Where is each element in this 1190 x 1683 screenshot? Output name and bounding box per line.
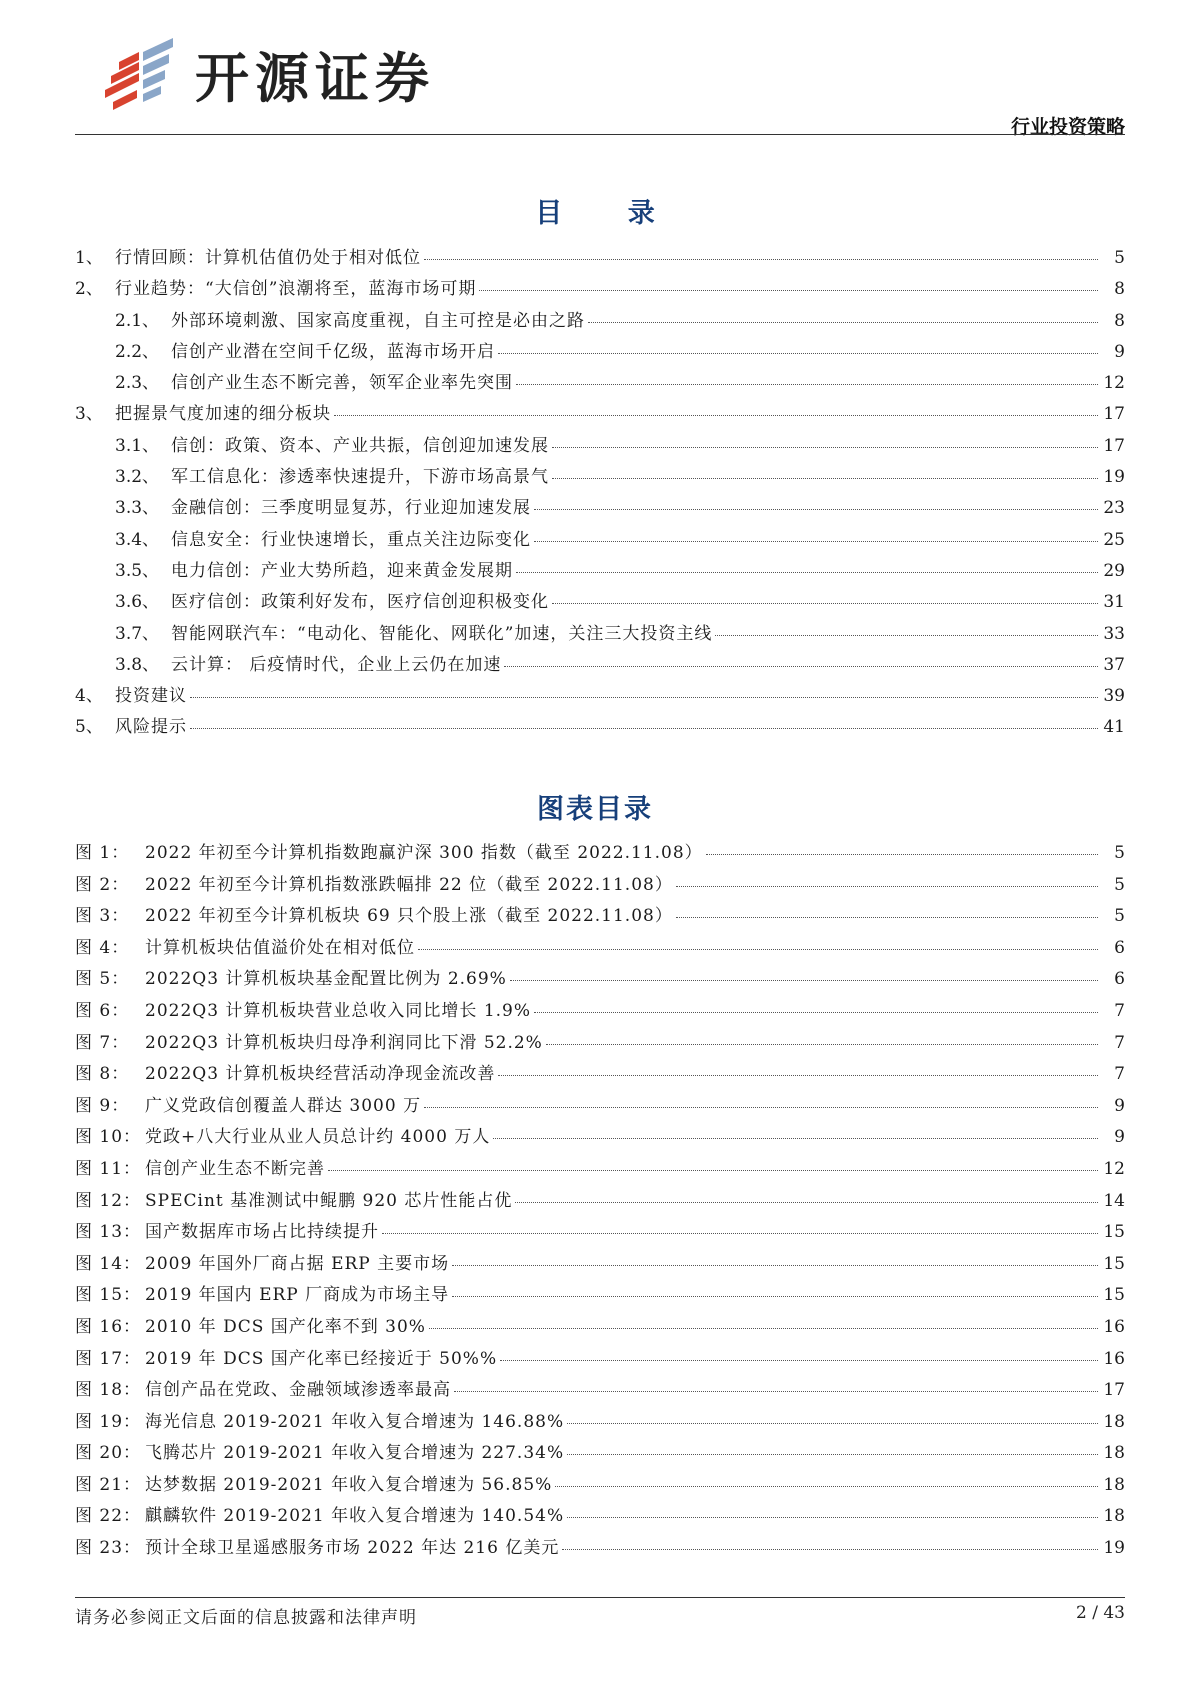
entry-page: 25 xyxy=(1103,529,1125,550)
dot-leader xyxy=(516,384,1098,385)
dot-leader xyxy=(454,1391,1098,1392)
dot-leader xyxy=(510,980,1098,981)
entry-text: 2022Q3 计算机板块基金配置比例为 2.69% xyxy=(145,969,507,990)
entry-number: 2.1、 xyxy=(115,310,160,331)
entry-number: 图 8： xyxy=(75,1064,130,1085)
entry-text: 2009 年国外厂商占据 ERP 主要市场 xyxy=(145,1253,450,1274)
page-header xyxy=(75,28,1125,138)
entry-text: 信创产业生态不断完善 xyxy=(145,1158,325,1179)
dot-leader xyxy=(424,259,1098,260)
entry-page: 17 xyxy=(1103,435,1125,456)
entry-number: 图 16： xyxy=(75,1316,142,1337)
entry-text: 医疗信创：政策利好发布，医疗信创迎积极变化 xyxy=(171,592,549,613)
figure-entry[interactable] xyxy=(75,1059,1125,1091)
toc-entry[interactable] xyxy=(75,243,1125,274)
figure-entry[interactable] xyxy=(75,1154,1125,1186)
entry-number: 3.8、 xyxy=(115,654,160,675)
entry-number: 图 13： xyxy=(75,1222,142,1243)
entry-page: 31 xyxy=(1103,592,1125,613)
entry-page: 9 xyxy=(1114,1095,1125,1116)
entry-number: 2.2、 xyxy=(115,341,160,362)
entry-number: 图 5： xyxy=(75,969,130,990)
header-divider xyxy=(75,134,1125,135)
disclosure-note: 请务必参阅正文后面的信息披露和法律声明 xyxy=(75,1608,417,1628)
entry-page: 17 xyxy=(1103,1380,1125,1401)
footer-divider xyxy=(75,1597,1125,1598)
entry-number: 3.1、 xyxy=(115,435,160,456)
entry-page: 6 xyxy=(1114,969,1125,990)
entry-page: 7 xyxy=(1114,1064,1125,1085)
entry-page: 17 xyxy=(1103,404,1125,425)
entry-page: 5 xyxy=(1114,906,1125,927)
entry-number: 图 1： xyxy=(75,843,130,863)
entry-number: 图 11： xyxy=(75,1158,142,1179)
figure-entry[interactable] xyxy=(75,1375,1125,1407)
toc-entry[interactable] xyxy=(75,587,1125,618)
entry-page: 18 xyxy=(1103,1506,1125,1527)
entry-page: 9 xyxy=(1114,341,1125,362)
entry-text: 信创：政策、资本、产业共振，信创迎加速发展 xyxy=(171,435,549,456)
entry-text: 风险提示 xyxy=(115,717,187,738)
dot-leader xyxy=(552,478,1098,479)
entry-text: 预计全球卫星遥感服务市场 2022 年达 216 亿美元 xyxy=(145,1538,560,1559)
entry-page: 18 xyxy=(1103,1474,1125,1495)
dot-leader xyxy=(504,666,1098,667)
entry-page: 5 xyxy=(1114,843,1125,863)
page-number: 2 / 43 xyxy=(1076,1603,1125,1623)
dot-leader xyxy=(190,697,1098,698)
entry-text: 2022Q3 计算机板块经营活动净现金流改善 xyxy=(145,1064,496,1085)
dot-leader xyxy=(567,1423,1098,1424)
entry-page: 8 xyxy=(1114,310,1125,331)
entry-number: 图 19： xyxy=(75,1411,142,1432)
dot-leader xyxy=(452,1265,1098,1266)
entry-number: 图 7： xyxy=(75,1032,130,1053)
logo-red-strokes xyxy=(105,52,139,110)
figure-list-title: 图表目录 xyxy=(537,794,653,825)
dot-leader xyxy=(534,541,1098,542)
entry-number: 图 20： xyxy=(75,1443,142,1464)
entry-number: 图 18： xyxy=(75,1380,142,1401)
entry-text: 海光信息 2019-2021 年收入复合增速为 146.88% xyxy=(145,1411,565,1432)
figure-entry[interactable] xyxy=(75,1407,1125,1439)
entry-page: 23 xyxy=(1103,498,1125,519)
entry-page: 7 xyxy=(1114,1032,1125,1053)
entry-number: 3.5、 xyxy=(115,560,160,581)
entry-text: 飞腾芯片 2019-2021 年收入复合增速为 227.34% xyxy=(145,1443,565,1464)
toc-entry[interactable] xyxy=(75,462,1125,493)
entry-number: 4、 xyxy=(75,686,103,707)
entry-text: 军工信息化：渗透率快速提升，下游市场高景气 xyxy=(171,467,549,488)
entry-text: 2022 年初至今计算机指数跑赢沪深 300 指数（截至 2022.11.08） xyxy=(145,843,703,863)
entry-text: 计算机板块估值溢价处在相对低位 xyxy=(145,937,415,958)
entry-number: 3.4、 xyxy=(115,529,160,550)
entry-text: 信息安全：行业快速增长，重点关注边际变化 xyxy=(171,529,531,550)
figure-entry[interactable] xyxy=(75,1533,1125,1565)
dot-leader xyxy=(498,353,1098,354)
entry-page: 19 xyxy=(1103,467,1125,488)
figure-entry[interactable] xyxy=(75,1280,1125,1312)
entry-page: 5 xyxy=(1114,248,1125,268)
toc-entry[interactable] xyxy=(75,650,1125,681)
dot-leader xyxy=(715,635,1098,636)
dot-leader xyxy=(552,447,1098,448)
entry-page: 18 xyxy=(1103,1443,1125,1464)
entry-page: 19 xyxy=(1103,1538,1125,1559)
toc-entry[interactable] xyxy=(75,712,1125,743)
entry-number: 5、 xyxy=(75,717,103,738)
entry-number: 图 2： xyxy=(75,874,130,895)
company-logo xyxy=(99,38,183,120)
toc-entry[interactable] xyxy=(75,681,1125,712)
dot-leader xyxy=(534,509,1098,510)
entry-number: 2、 xyxy=(75,279,103,300)
entry-text: 2022Q3 计算机板块营业总收入同比增长 1.9% xyxy=(145,1000,532,1021)
toc-entry[interactable] xyxy=(75,306,1125,337)
figure-entry[interactable] xyxy=(75,1217,1125,1249)
entry-text: 达梦数据 2019-2021 年收入复合增速为 56.85% xyxy=(145,1474,553,1495)
entry-text: 信创产业生态不断完善，领军企业率先突围 xyxy=(171,373,513,394)
entry-text: 广义党政信创覆盖人群达 3000 万 xyxy=(145,1095,422,1116)
dot-leader xyxy=(418,949,1098,950)
dot-leader xyxy=(382,1233,1098,1234)
entry-text: 2022 年初至今计算机板块 69 只个股上涨（截至 2022.11.08） xyxy=(145,906,673,927)
entry-text: 2019 年国内 ERP 厂商成为市场主导 xyxy=(145,1285,450,1306)
entry-text: 信创产业潜在空间千亿级，蓝海市场开启 xyxy=(171,341,495,362)
dot-leader xyxy=(555,1486,1098,1487)
entry-page: 33 xyxy=(1103,623,1125,644)
dot-leader xyxy=(562,1549,1098,1550)
entry-text: 云计算： 后疫情时代，企业上云仍在加速 xyxy=(171,654,502,675)
entry-number: 图 22： xyxy=(75,1506,142,1527)
entry-text: 外部环境刺激、国家高度重视，自主可控是必由之路 xyxy=(171,310,585,331)
entry-page: 9 xyxy=(1114,1127,1125,1148)
dot-leader xyxy=(500,1360,1098,1361)
logo-blue-strokes xyxy=(143,38,173,102)
dot-leader xyxy=(190,728,1098,729)
entry-number: 3.6、 xyxy=(115,592,160,613)
dot-leader xyxy=(452,1296,1098,1297)
entry-page: 5 xyxy=(1114,874,1125,895)
entry-page: 6 xyxy=(1114,937,1125,958)
entry-page: 15 xyxy=(1103,1253,1125,1274)
entry-text: SPECint 基准测试中鲲鹏 920 芯片性能占优 xyxy=(145,1190,513,1211)
dot-leader xyxy=(706,854,1098,855)
toc-list xyxy=(75,243,1125,744)
entry-number: 3.3、 xyxy=(115,498,160,519)
entry-page: 15 xyxy=(1103,1222,1125,1243)
entry-number: 图 17： xyxy=(75,1348,142,1369)
dot-leader xyxy=(567,1454,1098,1455)
toc-entry[interactable] xyxy=(75,556,1125,587)
entry-page: 7 xyxy=(1114,1000,1125,1021)
brand-name: 开源证券 xyxy=(195,47,435,110)
dot-leader xyxy=(534,1012,1098,1013)
entry-number: 图 23： xyxy=(75,1538,142,1559)
entry-number: 1、 xyxy=(75,248,103,268)
entry-number: 2.3、 xyxy=(115,373,160,394)
entry-number: 图 21： xyxy=(75,1474,142,1495)
document-type: 行业投资策略 xyxy=(1010,116,1125,138)
figure-entry[interactable] xyxy=(75,1501,1125,1533)
entry-page: 12 xyxy=(1103,1158,1125,1179)
entry-page: 16 xyxy=(1103,1348,1125,1369)
entry-number: 图 4： xyxy=(75,937,130,958)
entry-number: 3、 xyxy=(75,404,103,425)
entry-text: 国产数据库市场占比持续提升 xyxy=(145,1222,379,1243)
entry-text: 2019 年 DCS 国产化率已经接近于 50%% xyxy=(145,1348,498,1369)
dot-leader xyxy=(498,1075,1098,1076)
entry-text: 麒麟软件 2019-2021 年收入复合增速为 140.54% xyxy=(145,1506,565,1527)
entry-text: 智能网联汽车：“电动化、智能化、网联化”加速，关注三大投资主线 xyxy=(171,623,713,644)
entry-page: 12 xyxy=(1103,373,1125,394)
entry-number: 3.7、 xyxy=(115,623,160,644)
entry-page: 41 xyxy=(1103,717,1125,738)
figure-entry[interactable] xyxy=(75,996,1125,1028)
figure-entry[interactable] xyxy=(75,870,1125,902)
entry-page: 37 xyxy=(1103,654,1125,675)
toc-entry[interactable] xyxy=(75,368,1125,399)
dot-leader xyxy=(676,917,1098,918)
entry-text: 党政+八大行业从业人员总计约 4000 万人 xyxy=(145,1127,491,1148)
figure-entry[interactable] xyxy=(75,964,1125,996)
figure-entry[interactable] xyxy=(75,838,1125,870)
toc-entry[interactable] xyxy=(75,493,1125,524)
dot-leader xyxy=(567,1517,1098,1518)
entry-page: 8 xyxy=(1114,279,1125,300)
dot-leader xyxy=(429,1328,1098,1329)
figure-entry[interactable] xyxy=(75,1312,1125,1344)
dot-leader xyxy=(515,1202,1098,1203)
dot-leader xyxy=(516,572,1098,573)
entry-number: 图 6： xyxy=(75,1000,130,1021)
toc-entry[interactable] xyxy=(75,399,1125,430)
entry-number: 图 14： xyxy=(75,1253,142,1274)
dot-leader xyxy=(479,290,1098,291)
entry-text: 行业趋势：“大信创”浪潮将至，蓝海市场可期 xyxy=(115,279,477,300)
toc-entry[interactable] xyxy=(75,431,1125,462)
toc-title: 目 录 xyxy=(535,198,683,229)
toc-entry[interactable] xyxy=(75,337,1125,368)
entry-page: 16 xyxy=(1103,1316,1125,1337)
entry-text: 行情回顾：计算机估值仍处于相对低位 xyxy=(115,248,421,268)
entry-number: 3.2、 xyxy=(115,467,160,488)
entry-page: 14 xyxy=(1103,1190,1125,1211)
entry-number: 图 3： xyxy=(75,906,130,927)
figure-entry[interactable] xyxy=(75,1122,1125,1154)
dot-leader xyxy=(493,1138,1098,1139)
dot-leader xyxy=(424,1107,1098,1108)
figure-entry[interactable] xyxy=(75,1091,1125,1123)
entry-number: 图 10： xyxy=(75,1127,142,1148)
entry-page: 39 xyxy=(1103,686,1125,707)
dot-leader xyxy=(588,322,1098,323)
entry-text: 电力信创：产业大势所趋，迎来黄金发展期 xyxy=(171,560,513,581)
entry-text: 2022 年初至今计算机指数涨跌幅排 22 位（截至 2022.11.08） xyxy=(145,874,673,895)
dot-leader xyxy=(552,603,1098,604)
entry-page: 15 xyxy=(1103,1285,1125,1306)
toc-entry[interactable] xyxy=(75,274,1125,305)
entry-number: 图 12： xyxy=(75,1190,142,1211)
figure-entry[interactable] xyxy=(75,933,1125,965)
entry-number: 图 9： xyxy=(75,1095,130,1116)
entry-page: 18 xyxy=(1103,1411,1125,1432)
figure-entry[interactable] xyxy=(75,1344,1125,1376)
figure-entry[interactable] xyxy=(75,1438,1125,1470)
entry-page: 29 xyxy=(1103,560,1125,581)
entry-text: 2010 年 DCS 国产化率不到 30% xyxy=(145,1316,426,1337)
entry-text: 把握景气度加速的细分板块 xyxy=(115,404,331,425)
entry-number: 图 15： xyxy=(75,1285,142,1306)
entry-text: 信创产品在党政、金融领域渗透率最高 xyxy=(145,1380,451,1401)
toc-entry[interactable] xyxy=(75,525,1125,556)
figure-list xyxy=(75,838,1125,1565)
figure-entry[interactable] xyxy=(75,1186,1125,1218)
dot-leader xyxy=(334,415,1098,416)
dot-leader xyxy=(676,886,1098,887)
dot-leader xyxy=(546,1044,1098,1045)
figure-entry[interactable] xyxy=(75,901,1125,933)
toc-entry[interactable] xyxy=(75,619,1125,650)
entry-text: 2022Q3 计算机板块归母净利润同比下滑 52.2% xyxy=(145,1032,543,1053)
figure-entry[interactable] xyxy=(75,1028,1125,1060)
figure-entry[interactable] xyxy=(75,1249,1125,1281)
entry-text: 投资建议 xyxy=(115,686,187,707)
dot-leader xyxy=(328,1170,1098,1171)
entry-text: 金融信创：三季度明显复苏，行业迎加速发展 xyxy=(171,498,531,519)
figure-entry[interactable] xyxy=(75,1470,1125,1502)
